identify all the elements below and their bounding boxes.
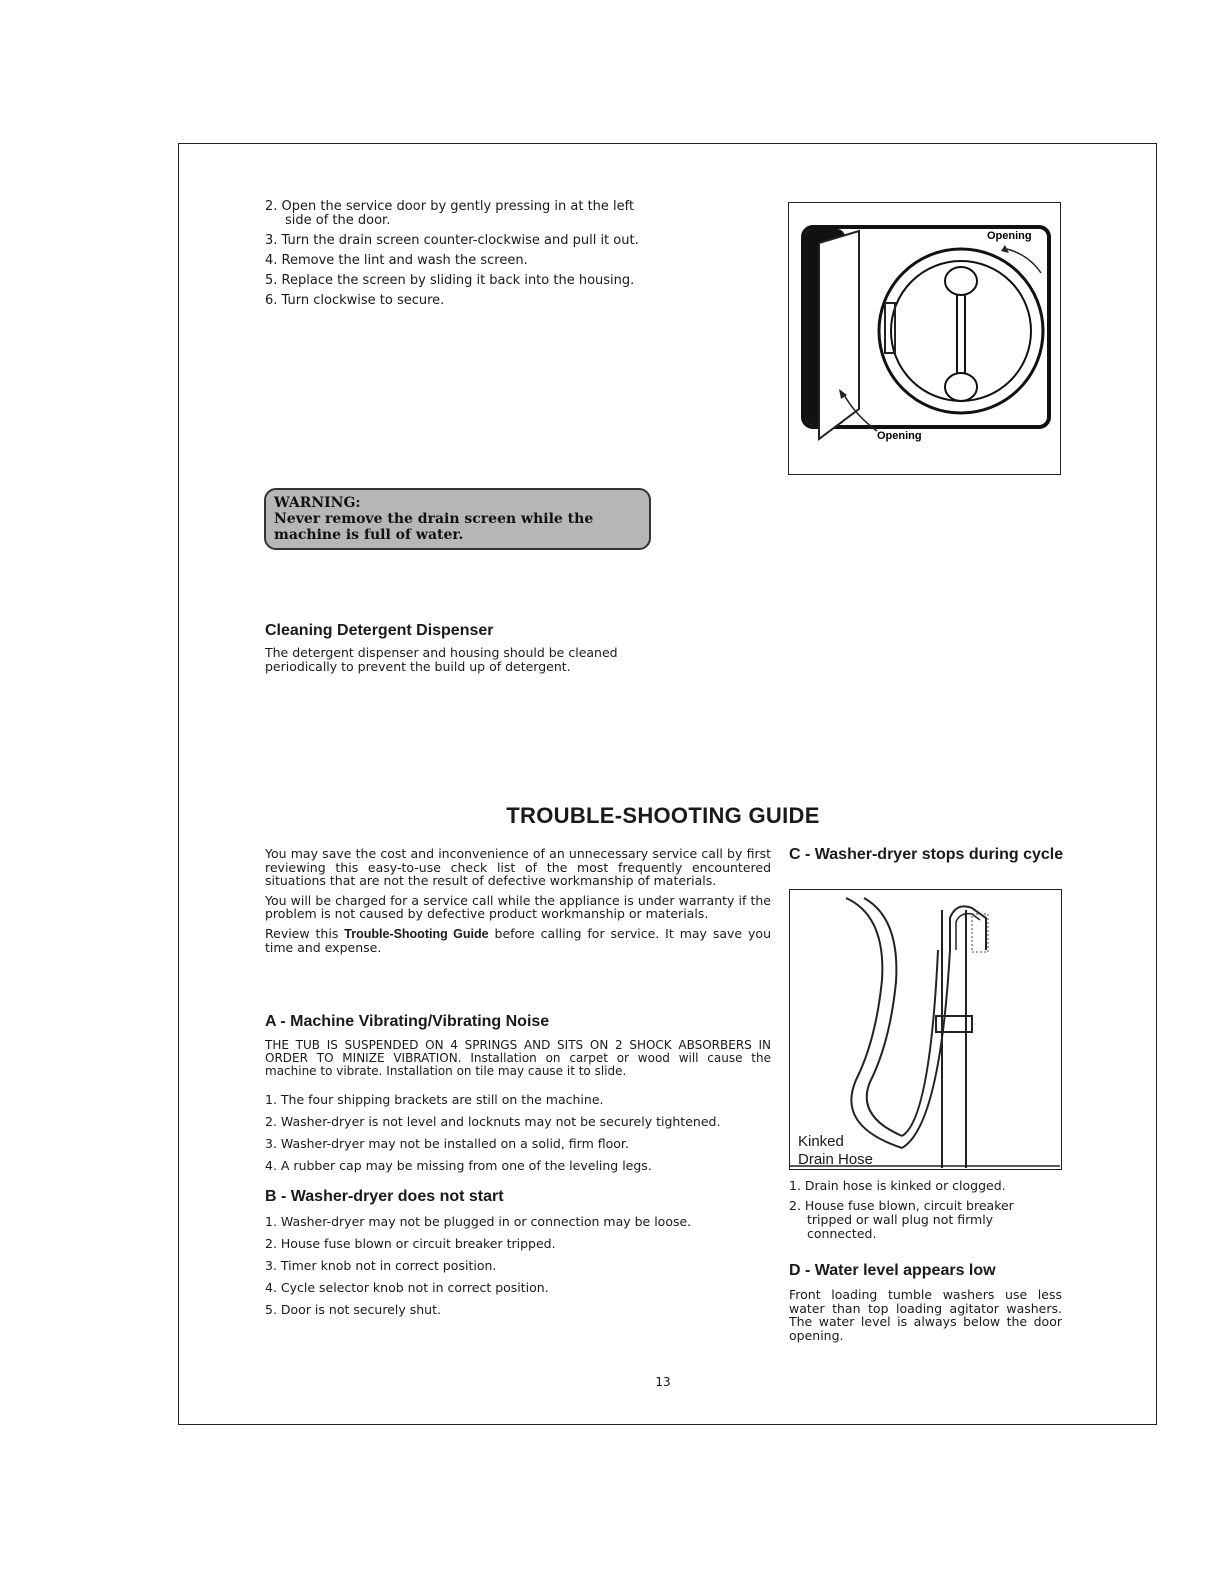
warning-text: Never remove the drain screen while the machine is full of water.: [274, 511, 594, 543]
step-item: 6. Turn clockwise to secure.: [265, 293, 445, 308]
warning-title: WARNING:: [274, 495, 361, 511]
page-number: 13: [655, 1375, 671, 1389]
cleaning-heading: Cleaning Detergent Dispenser: [265, 622, 494, 639]
section-c-list: [789, 1179, 1062, 1247]
opening-label-top: Opening: [987, 230, 1032, 242]
kinked-drain-hose-illustration: [790, 890, 1060, 1168]
list-item: 4. A rubber cap may be missing from one of the leveling legs.: [265, 1158, 652, 1173]
guide-title: TROUBLE-SHOOTING GUIDE: [506, 803, 820, 828]
service-door-figure: [788, 202, 1061, 475]
list-item: 2. House fuse blown, circuit breaker tripped or wall plug not firmly connected.: [789, 1198, 1014, 1241]
intro-paragraph: You will be charged for a service call while the appliance is under warranty if the problem is not caused by defective product workmanship or materials.: [265, 892, 771, 921]
intro3-pre: Review this: [265, 925, 345, 941]
list-item: 4. Cycle selector knob not in correct position.: [265, 1280, 549, 1295]
section-a-heading: A - Machine Vibrating/Vibrating Noise: [265, 1013, 550, 1030]
guide-intro: [265, 847, 771, 961]
drain-screen-steps: [265, 200, 655, 314]
warning-box: [264, 488, 651, 550]
intro-paragraph: [265, 927, 771, 955]
list-item: 1. Drain hose is kinked or clogged.: [789, 1178, 1006, 1193]
list-item: 1. Washer-dryer may not be plugged in or connection may be loose.: [265, 1214, 692, 1229]
cleaning-text: The detergent dispenser and housing should be cleaned periodically to prevent the build up of detergent.: [265, 645, 618, 674]
list-item: 3. Timer knob not in correct position.: [265, 1258, 497, 1273]
caption-line-1: Kinked: [798, 1133, 844, 1150]
opening-label-bottom: Opening: [877, 430, 922, 442]
section-d-heading: D - Water level appears low: [789, 1262, 996, 1279]
list-item: 2. House fuse blown or circuit breaker tripped.: [265, 1236, 556, 1251]
section-a-text: THE TUB IS SUSPENDED ON 4 SPRINGS AND SITS ON 2 SHOCK ABSORBERS IN ORDER TO MINIZE VIBRATION. Installation on carpet or wood will cause the machine to vibrate. Installation on tile may cause it to slide.: [265, 1038, 771, 1078]
step-item: 3. Turn the drain screen counter-clockwise and pull it out.: [265, 233, 639, 248]
section-d-text: Front loading tumble washers use less water than top loading agitator washers. The water level is always below the door opening.: [789, 1287, 1062, 1343]
section-a-list: [265, 1093, 771, 1181]
caption-line-2: Drain Hose: [798, 1151, 874, 1168]
step-item: 2. Open the service door by gently pressing in at the left side of the door.: [265, 199, 635, 228]
list-item: 1. The four shipping brackets are still on the machine.: [265, 1092, 604, 1107]
intro3-bold: Trouble-Shooting Guide: [344, 926, 489, 941]
list-item: 5. Door is not securely shut.: [265, 1302, 441, 1317]
section-b-heading: B - Washer-dryer does not start: [265, 1188, 504, 1205]
step-item: 5. Replace the screen by sliding it back into the housing.: [265, 273, 635, 288]
intro3-post: before calling for service. It may save you time and expense.: [265, 925, 772, 955]
kinked-hose-caption: [798, 1133, 873, 1169]
list-item: 3. Washer-dryer may not be installed on a solid, firm floor.: [265, 1136, 629, 1151]
kinked-hose-figure: [789, 889, 1062, 1170]
intro-paragraph: You may save the cost and inconvenience of an unnecessary service call by first reviewing this easy-to-use check list of the most frequently encountered situations that are not the result of defective workmanship of materials.: [265, 846, 771, 888]
section-b-list: [265, 1215, 771, 1325]
section-c-heading: C - Washer-dryer stops during cycle: [789, 846, 1064, 863]
step-item: 4. Remove the lint and wash the screen.: [265, 253, 528, 268]
list-item: 2. Washer-dryer is not level and locknuts may not be securely tightened.: [265, 1114, 721, 1129]
service-door-illustration: [789, 203, 1059, 473]
